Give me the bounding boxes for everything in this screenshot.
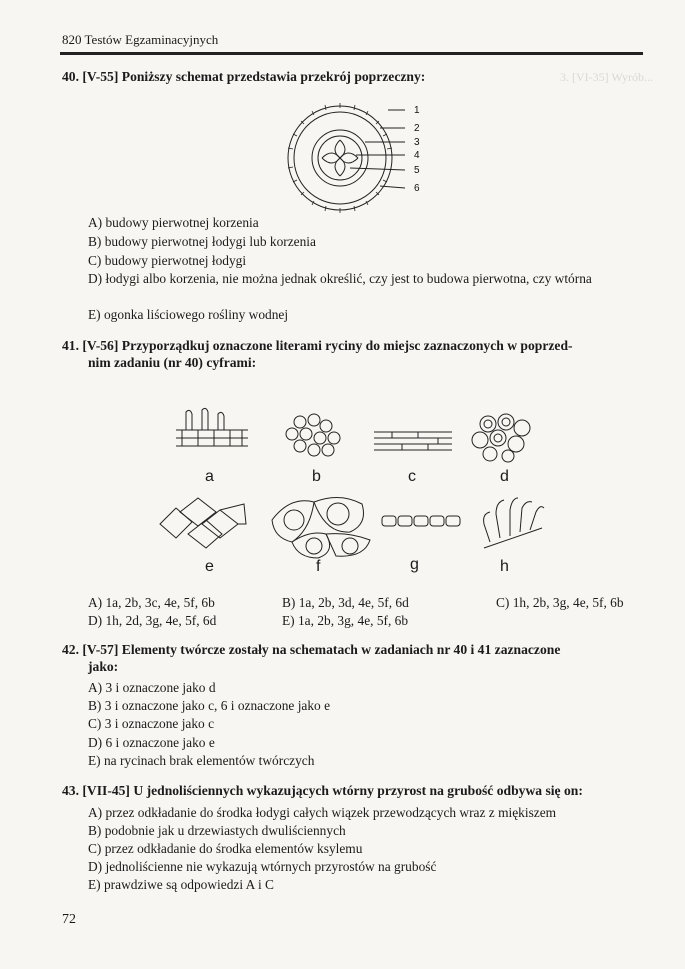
figure-c-elongated-cells: [372, 426, 454, 452]
q41-option-c: C) 1h, 2b, 3g, 4e, 5f, 6b: [496, 595, 624, 610]
q43-option-c: C) przez odkładanie do środka elementów ksylemu: [88, 841, 363, 856]
q42-option-c: C) 3 i oznaczone jako c: [88, 716, 215, 731]
cross-section-diagram: [280, 100, 440, 220]
q40-option-a: A) budowy pierwotnej korzenia: [88, 215, 259, 230]
callout-1: 1: [414, 105, 420, 116]
question-42-title-line2: jako:: [88, 659, 119, 674]
figure-d-vessels: [470, 412, 536, 462]
figure-label-c: c: [408, 468, 416, 485]
figure-e-cork-cells: [158, 494, 248, 552]
figure-label-d: d: [500, 468, 509, 485]
q41-option-a: A) 1a, 2b, 3c, 4e, 5f, 6b: [88, 595, 215, 610]
question-43-title: 43. [VII-45] U jednoliściennych wykazujących wtórny przyrost na grubość odbywa się on:: [62, 783, 583, 798]
figure-a-epidermis: [172, 408, 252, 448]
q40-option-c: C) budowy pierwotnej łodygi: [88, 253, 247, 268]
q42-option-a: A) 3 i oznaczone jako d: [88, 680, 216, 695]
figure-label-e: e: [205, 558, 214, 575]
q40-option-b: B) budowy pierwotnej łodygi lub korzenia: [88, 234, 316, 249]
figure-label-a: a: [205, 468, 214, 485]
running-title: 820 Testów Egzaminacyjnych: [62, 32, 219, 47]
callout-6: 6: [414, 183, 420, 194]
q42-option-b: B) 3 i oznaczone jako c, 6 i oznaczone jako e: [88, 698, 331, 713]
figure-label-h: h: [500, 558, 509, 575]
q43-option-b: B) podobnie jak u drzewiastych dwuliściennych: [88, 823, 346, 838]
figure-h-root-hairs: [480, 494, 546, 550]
question-41-title-line2: nim zadaniu (nr 40) cyframi:: [88, 355, 257, 370]
question-42-title-line1: 42. [V-57] Elementy twórcze zostały na schematach w zadaniach nr 40 i 41 zaznaczone: [62, 642, 561, 657]
q40-option-d: D) łodygi albo korzenia, nie można jednak określić, czy jest to budowa pierwotna, czy wtórna: [88, 271, 592, 286]
page-number: 72: [62, 912, 76, 927]
question-40-title: 40. [V-55] Poniższy schemat przedstawia przekrój poprzeczny:: [62, 69, 426, 84]
q43-option-a: A) przez odkładanie do środka łodygi całych wiązek przewodzących wraz z miękiszem: [88, 805, 557, 820]
bleed-through-text: 3. [VI-35] Wyrób...: [560, 70, 654, 84]
figure-b-parenchyma: [282, 412, 344, 460]
q40-option-e: E) ogonka liściowego rośliny wodnej: [88, 307, 289, 322]
q42-option-d: D) 6 i oznaczone jako e: [88, 735, 215, 750]
figure-label-b: b: [312, 468, 321, 485]
callout-2: 2: [414, 123, 420, 134]
q42-option-e: E) na rycinach brak elementów twórczych: [88, 753, 315, 768]
q41-option-d: D) 1h, 2d, 3g, 4e, 5f, 6d: [88, 613, 217, 628]
q41-option-e: E) 1a, 2b, 3g, 4e, 5f, 6b: [282, 613, 409, 628]
q41-option-b: B) 1a, 2b, 3d, 4e, 5f, 6d: [282, 595, 409, 610]
figure-label-g: g: [410, 556, 419, 573]
callout-3: 3: [414, 137, 420, 148]
q43-option-e: E) prawdziwe są odpowiedzi A i C: [88, 877, 274, 892]
figure-label-f: f: [316, 558, 321, 575]
q43-option-d: D) jednoliścienne nie wykazują wtórnych przyrostów na grubość: [88, 859, 437, 874]
header-rule: [60, 52, 643, 55]
figure-f-large-cells: [270, 490, 374, 560]
callout-4: 4: [414, 150, 420, 161]
figure-g-cambium-row: [380, 512, 464, 532]
question-41-title-line1: 41. [V-56] Przyporządkuj oznaczone literami ryciny do miejsc zaznaczonych w poprzed-: [62, 338, 573, 353]
callout-5: 5: [414, 165, 420, 176]
